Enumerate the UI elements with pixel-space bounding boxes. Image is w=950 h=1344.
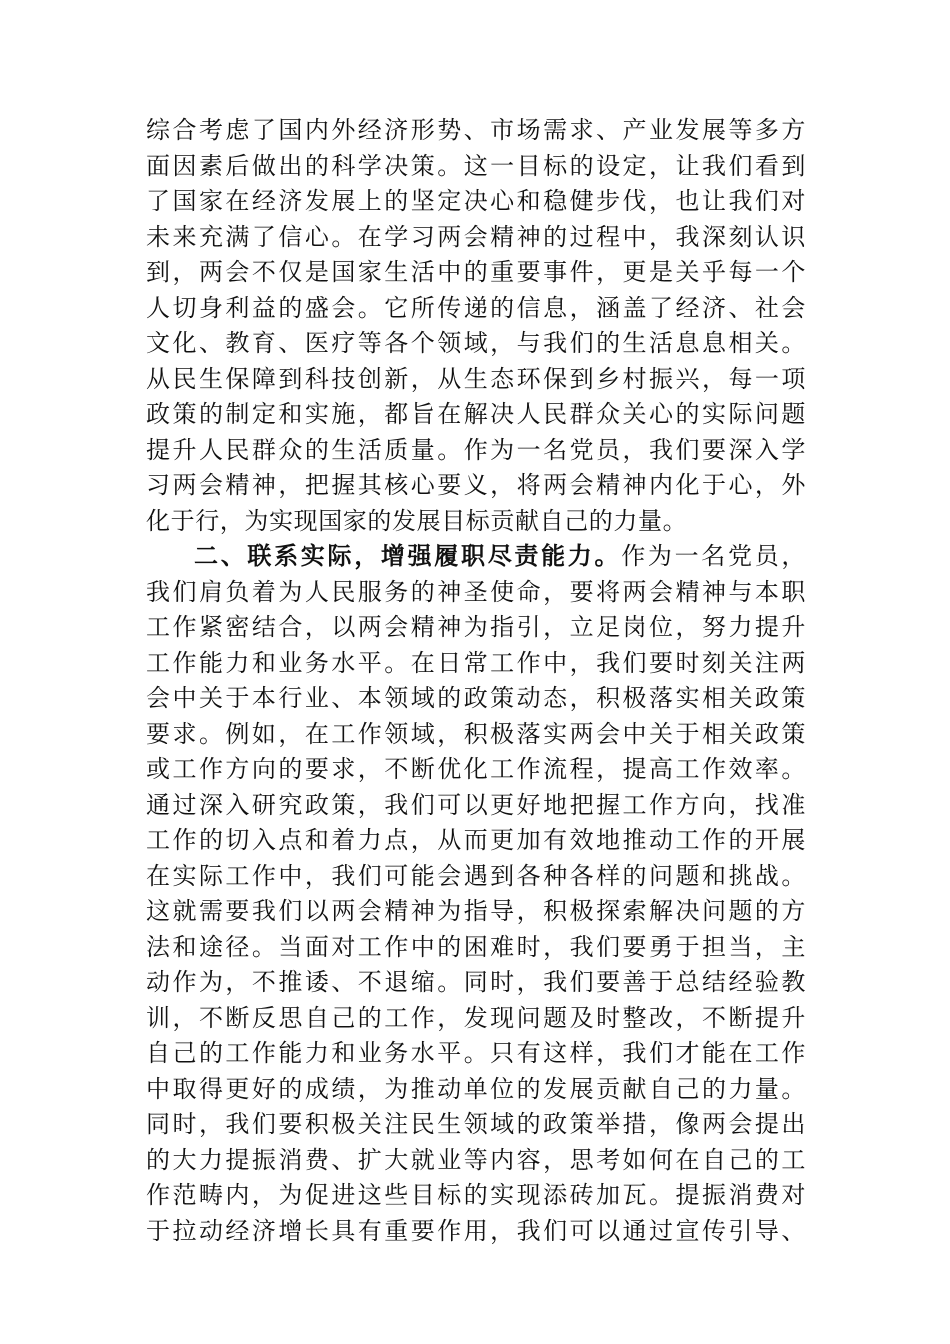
text-line: 自己的工作能力和业务水平。只有这样，我们才能在工作 <box>146 1039 806 1067</box>
text-line: 文化、教育、医疗等各个领域，与我们的生活息息相关。 <box>146 329 806 357</box>
text-line: 会中关于本行业、本领域的政策动态，积极落实相关政策 <box>146 684 806 712</box>
text-line: 要求。例如，在工作领域，积极落实两会中关于相关政策 <box>146 719 806 748</box>
text-line: 从民生保障到科技创新，从生态环保到乡村振兴，每一项 <box>146 364 806 393</box>
section-heading-line <box>146 539 806 575</box>
text-line: 法和途径。当面对工作中的困难时，我们要勇于担当，主 <box>146 932 806 961</box>
text-line: 工作能力和业务水平。在日常工作中，我们要时刻关注两 <box>146 648 806 677</box>
text-line: 作范畴内，为促进这些目标的实现添砖加瓦。提振消费对 <box>146 1181 806 1209</box>
text-line: 或工作方向的要求，不断优化工作流程，提高工作效率。 <box>146 755 806 783</box>
text-line: 提升人民群众的生活质量。作为一名党员，我们要深入学 <box>146 435 806 464</box>
text-line: 动作为，不推诿、不退缩。同时，我们要善于总结经验教 <box>146 968 806 996</box>
text-line: 的大力提振消费、扩大就业等内容，思考如何在自己的工 <box>146 1145 806 1174</box>
text-line: 化于行，为实现国家的发展目标贡献自己的力量。 <box>146 506 688 535</box>
paragraph-1 <box>146 113 806 539</box>
text-line: 中取得更好的成绩，为推动单位的发展贡献自己的力量。 <box>146 1074 806 1103</box>
text-line: 同时，我们要积极关注民生领域的政策举措，像两会提出 <box>146 1110 806 1138</box>
text-span: 作为一名党员， <box>621 542 806 570</box>
text-line: 面因素后做出的科学决策。这一目标的设定，让我们看到 <box>146 151 806 180</box>
text-line: 习两会精神，把握其核心要义，将两会精神内化于心，外 <box>146 471 806 499</box>
text-line: 通过深入研究政策，我们可以更好地把握工作方向，找准 <box>146 790 806 819</box>
text-line: 训，不断反思自己的工作，发现问题及时整改，不断提升 <box>146 1003 806 1032</box>
text-line: 人切身利益的盛会。它所传递的信息，涵盖了经济、社会 <box>146 293 806 322</box>
text-line: 这就需要我们以两会精神为指导，积极探索解决问题的方 <box>146 897 806 925</box>
text-line: 在实际工作中，我们可能会遇到各种各样的问题和挑战。 <box>146 861 806 890</box>
body-text <box>146 113 806 1249</box>
text-line: 于拉动经济增长具有重要作用，我们可以通过宣传引导、 <box>146 1216 806 1245</box>
text-line: 综合考虑了国内外经济形势、市场需求、产业发展等多方 <box>146 116 806 144</box>
text-line: 工作的切入点和着力点，从而更加有效地推动工作的开展 <box>146 826 806 854</box>
text-line: 我们肩负着为人民服务的神圣使命，要将两会精神与本职 <box>146 577 806 606</box>
text-line: 工作紧密结合，以两会精神为指引，立足岗位，努力提升 <box>146 613 806 641</box>
text-line: 了国家在经济发展上的坚定决心和稳健步伐，也让我们对 <box>146 187 806 215</box>
text-line: 政策的制定和实施，都旨在解决人民群众关心的实际问题 <box>146 400 806 428</box>
section-heading: 二、联系实际，增强履职尽责能力。 <box>194 542 622 570</box>
text-line: 未来充满了信心。在学习两会精神的过程中，我深刻认识 <box>146 222 806 251</box>
text-line: 到，两会不仅是国家生活中的重要事件，更是关乎每一个 <box>146 258 806 286</box>
paragraph-2 <box>146 539 806 1249</box>
